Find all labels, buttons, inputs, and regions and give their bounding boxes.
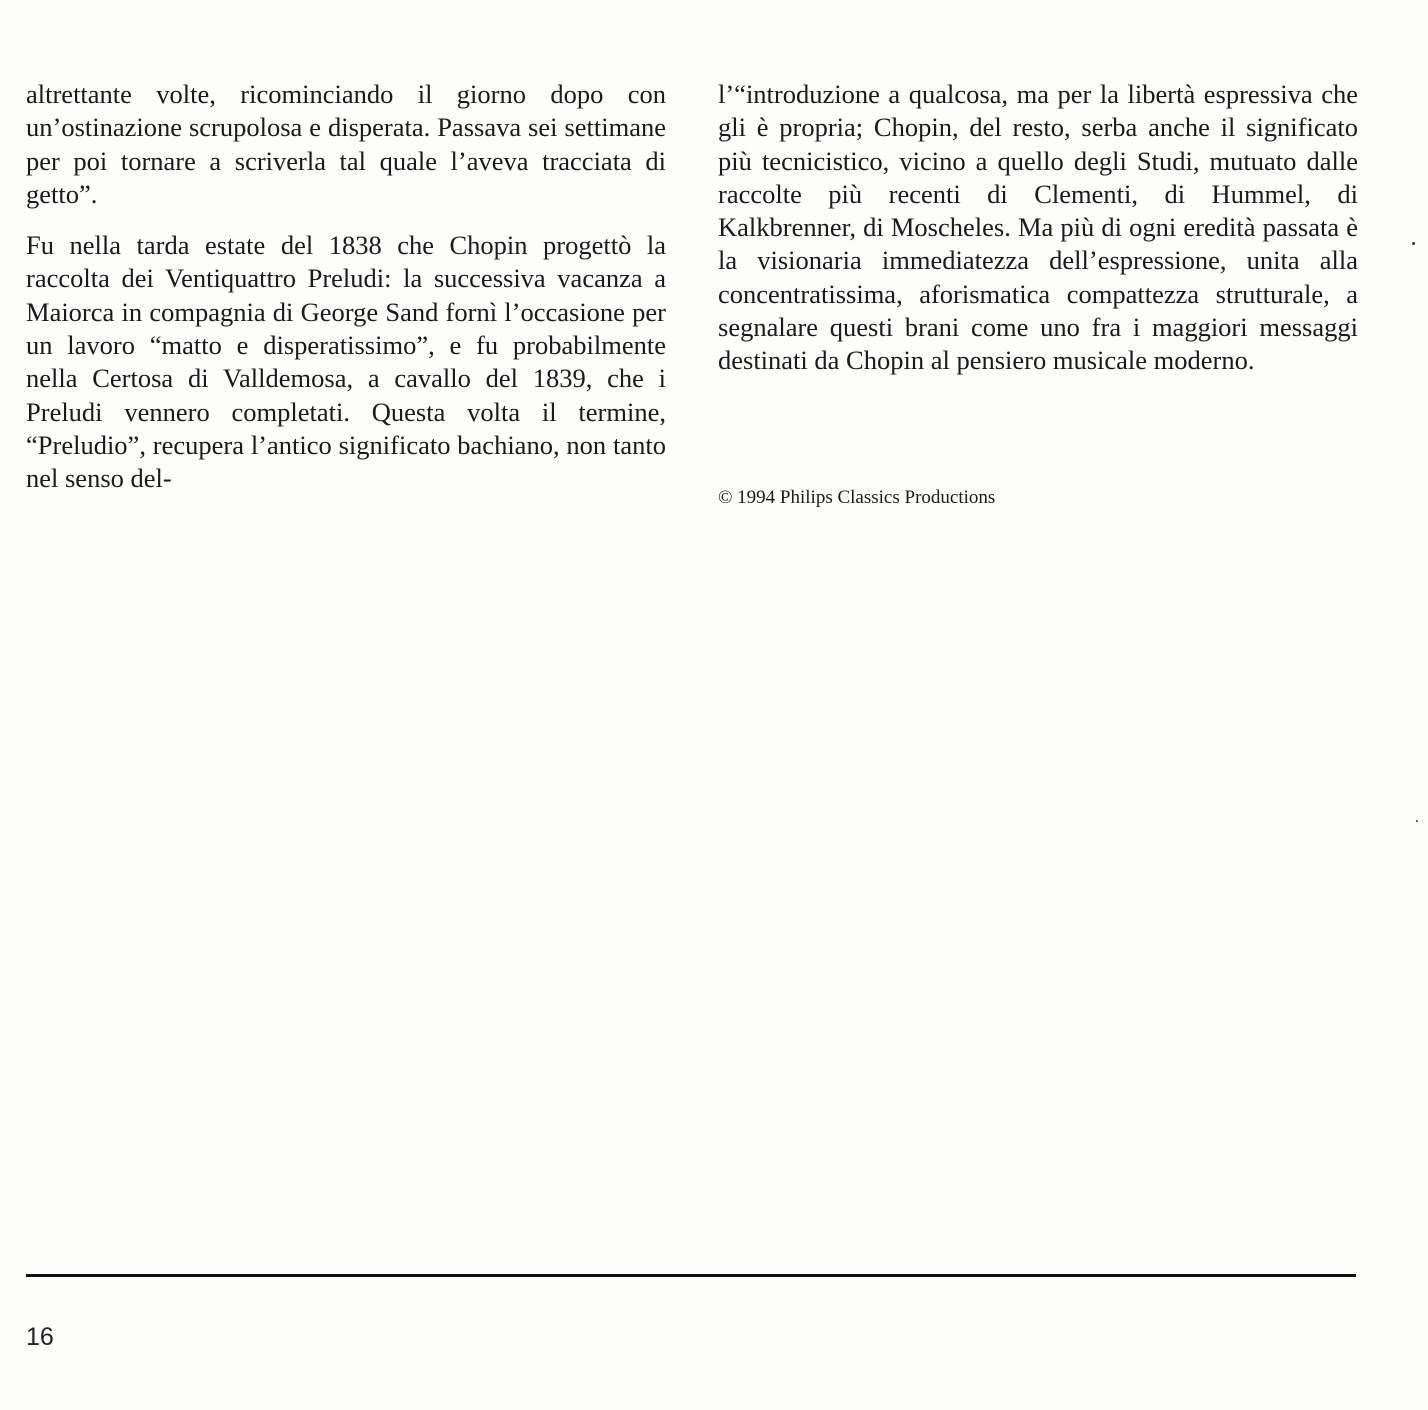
right-text-column — [718, 78, 1358, 396]
left-paragraph-1: altrettante volte, ricominciando il giorno dopo con un’ostinazione scrupolosa e disperata. Passava sei settimane per poi tornare a scriverla tal quale l’aveva tracciata di getto”. — [26, 79, 666, 209]
right-paragraph-1: l’“introduzione a qualcosa, ma per la libertà espressiva che gli è propria; Chopin, del resto, serba anche il significato più tecnicistico, vicino a quello degli Studi, mutuato dalle raccolte più recenti di Clementi, di Hummel, di Kalkbrenner, di Moscheles. Ma più di ogni eredità passata è la visionaria immediatezza dell’espressione, unita alla concentratissima, aforismatica compattezza strutturale, a segnalare questi brani come uno fra i maggiori messaggi destinati da Chopin al pensiero musicale moderno. — [718, 79, 1358, 376]
left-paragraph-2: Fu nella tarda estate del 1838 che Chopin progettò la raccolta dei Ventiquattro Preludi: la successiva vacanza a Maiorca in compagnia di George Sand fornì l’occasione per un lavoro “matto e disperatissimo”, e fu probabilmente nella Certosa di Valldemosa, a cavallo del 1839, che i Preludi vennero completati. Questa volta il termine, “Preludio”, recupera l’antico significato bachiano, non tanto nel senso del- — [26, 230, 666, 494]
edge-speck — [1412, 242, 1415, 245]
footer-rule — [26, 1274, 1356, 1277]
left-text-column — [26, 78, 666, 514]
edge-speck — [1416, 820, 1418, 822]
page-number: 16 — [26, 1323, 54, 1351]
copyright-notice: © 1994 Philips Classics Productions — [718, 487, 996, 508]
